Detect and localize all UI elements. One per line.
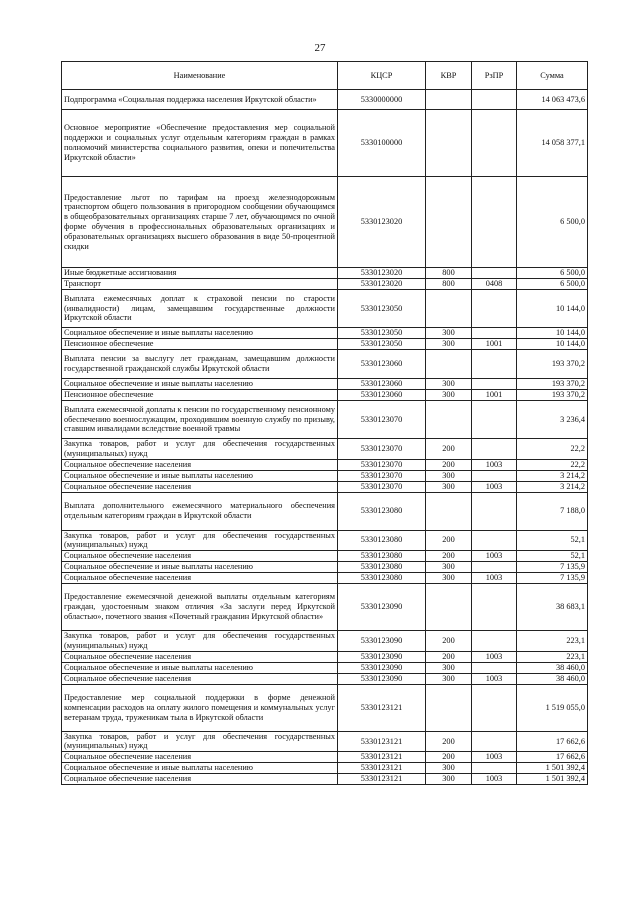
table-row [62,328,588,339]
cell-sum: 3 214,2 [517,470,588,481]
cell-sum: 17 662,6 [517,752,588,763]
cell-name: Иные бюджетные ассигнования [62,268,338,279]
table-row [62,752,588,763]
table-row [62,584,588,631]
cell-name: Выплата дополнительного ежемесячного материального обеспечения отдельным категориям граждан в Иркутской области [62,492,338,530]
cell-name: Социальное обеспечение и иные выплаты населению [62,763,338,774]
cell-kvr [426,350,472,379]
cell-sum: 223,1 [517,631,588,652]
cell-rzpr: 1003 [472,774,517,785]
cell-kvr: 200 [426,651,472,662]
table-row [62,350,588,379]
cell-kcsr: 5330123070 [338,481,426,492]
cell-rzpr: 1003 [472,651,517,662]
cell-kvr: 300 [426,673,472,684]
cell-kcsr: 5330123060 [338,350,426,379]
cell-kcsr: 5330123121 [338,774,426,785]
cell-kvr: 300 [426,763,472,774]
cell-kvr [426,401,472,439]
cell-sum: 7 135,9 [517,573,588,584]
cell-rzpr: 0408 [472,279,517,290]
cell-sum: 7 135,9 [517,562,588,573]
header-name: Наименование [62,62,338,90]
cell-sum: 1 519 055,0 [517,684,588,731]
table-row [62,470,588,481]
cell-rzpr [472,530,517,551]
cell-name: Предоставление мер социальной поддержки в форме денежной компенсации расходов на оплату жилого помещения и коммунальных услуг ветеранам труда, труженикам тыла в Иркутской области [62,684,338,731]
cell-kcsr: 5330123090 [338,662,426,673]
cell-sum: 10 144,0 [517,290,588,328]
cell-name: Социальное обеспечение и иные выплаты населению [62,379,338,390]
cell-kcsr: 5330123121 [338,731,426,752]
table-row [62,530,588,551]
cell-sum: 14 063 473,6 [517,90,588,110]
cell-kcsr: 5330123121 [338,763,426,774]
cell-sum: 52,1 [517,530,588,551]
cell-name: Социальное обеспечение и иные выплаты населению [62,328,338,339]
table-row [62,562,588,573]
cell-sum: 193 370,2 [517,390,588,401]
header-rzpr: РзПР [472,62,517,90]
cell-kcsr: 5330123050 [338,339,426,350]
cell-rzpr [472,662,517,673]
table-row [62,763,588,774]
cell-sum: 7 188,0 [517,492,588,530]
cell-kcsr: 5330123080 [338,551,426,562]
cell-kvr: 300 [426,379,472,390]
cell-kvr: 300 [426,573,472,584]
cell-sum: 52,1 [517,551,588,562]
cell-name: Предоставление ежемесячной денежной выплаты отдельным категориям граждан, удостоенным знаком отличия «За заслуги перед Иркутской областью», почетного звания «Почетный гражданин Иркутской области» [62,584,338,631]
cell-sum: 193 370,2 [517,379,588,390]
cell-kvr: 200 [426,731,472,752]
table-row [62,290,588,328]
budget-table [61,61,588,785]
cell-rzpr [472,110,517,177]
table-header-row [62,62,588,90]
cell-sum: 6 500,0 [517,177,588,268]
cell-rzpr [472,177,517,268]
cell-sum: 1 501 392,4 [517,774,588,785]
cell-kvr: 800 [426,279,472,290]
table-row [62,379,588,390]
table-row [62,177,588,268]
cell-rzpr: 1003 [472,673,517,684]
cell-rzpr [472,631,517,652]
cell-kcsr: 5330123090 [338,631,426,652]
header-kvr: КВР [426,62,472,90]
cell-kcsr: 5330123080 [338,530,426,551]
cell-kcsr: 5330123070 [338,470,426,481]
cell-kcsr: 5330123090 [338,584,426,631]
cell-rzpr [472,90,517,110]
cell-name: Выплата ежемесячных доплат к страховой пенсии по старости (инвалидности) лицам, замещавшим государственные должности Иркутской области [62,290,338,328]
cell-name: Предоставление льгот по тарифам на проезд железнодорожным транспортом общего пользования в пригородном сообщении обучающимся в общеобразовательных организациях старше 7 лет, обучающимся по очной форме обучения в профессиональных образовательных организациях и образовательных организациях высшего образования в виде 50-процентной скидки [62,177,338,268]
cell-name: Закупка товаров, работ и услуг для обеспечения государственных (муниципальных) нужд [62,731,338,752]
table-row [62,90,588,110]
cell-rzpr [472,401,517,439]
header-kcsr: КЦСР [338,62,426,90]
cell-kcsr: 5330123121 [338,752,426,763]
cell-kvr: 300 [426,390,472,401]
cell-kvr: 300 [426,662,472,673]
cell-sum: 3 236,4 [517,401,588,439]
cell-rzpr: 1003 [472,459,517,470]
table-row [62,651,588,662]
cell-sum: 10 144,0 [517,339,588,350]
table-row [62,339,588,350]
cell-rzpr: 1003 [472,481,517,492]
cell-name: Социальное обеспечение населения [62,459,338,470]
cell-kvr [426,110,472,177]
cell-kvr: 200 [426,631,472,652]
cell-name: Социальное обеспечение и иные выплаты населению [62,562,338,573]
table-row [62,279,588,290]
cell-sum: 22,2 [517,439,588,460]
cell-kcsr: 5330123060 [338,390,426,401]
cell-kcsr: 5330123020 [338,279,426,290]
cell-name: Закупка товаров, работ и услуг для обеспечения государственных (муниципальных) нужд [62,631,338,652]
cell-kvr: 200 [426,752,472,763]
table-row [62,401,588,439]
cell-kvr: 300 [426,774,472,785]
cell-kvr: 200 [426,439,472,460]
cell-rzpr: 1001 [472,390,517,401]
table-row [62,551,588,562]
table-row [62,459,588,470]
cell-kvr: 300 [426,328,472,339]
cell-kvr: 300 [426,470,472,481]
table-row [62,481,588,492]
table-row [62,774,588,785]
cell-kcsr: 5330123050 [338,290,426,328]
cell-rzpr [472,268,517,279]
cell-rzpr [472,684,517,731]
cell-kvr [426,90,472,110]
cell-kvr: 200 [426,530,472,551]
cell-kvr [426,684,472,731]
cell-name: Основное мероприятие «Обеспечение предоставления мер социальной поддержки и социальных услуг отдельным категориям граждан в рамках полномочий министерства социального развития, опеки и попечительства Иркутской области» [62,110,338,177]
cell-name: Социальное обеспечение населения [62,481,338,492]
cell-kvr: 200 [426,459,472,470]
cell-sum: 6 500,0 [517,268,588,279]
table-body [62,90,588,785]
cell-sum: 6 500,0 [517,279,588,290]
cell-name: Закупка товаров, работ и услуг для обеспечения государственных (муниципальных) нужд [62,530,338,551]
cell-kvr [426,290,472,328]
cell-name: Выплата пенсии за выслугу лет гражданам, замещавшим должности государственной гражданской службы Иркутской области [62,350,338,379]
header-sum: Сумма [517,62,588,90]
cell-kvr: 800 [426,268,472,279]
cell-kvr: 300 [426,339,472,350]
cell-name: Социальное обеспечение населения [62,573,338,584]
table-row [62,439,588,460]
cell-rzpr [472,492,517,530]
cell-name: Пенсионное обеспечение [62,339,338,350]
cell-sum: 38 683,1 [517,584,588,631]
cell-kvr [426,177,472,268]
cell-rzpr [472,584,517,631]
cell-sum: 10 144,0 [517,328,588,339]
cell-kcsr: 5330000000 [338,90,426,110]
cell-rzpr [472,379,517,390]
table-row [62,268,588,279]
cell-kcsr: 5330123080 [338,573,426,584]
cell-rzpr [472,470,517,481]
cell-sum: 22,2 [517,459,588,470]
cell-name: Подпрограмма «Социальная поддержка населения Иркутской области» [62,90,338,110]
cell-kcsr: 5330123050 [338,328,426,339]
cell-name: Социальное обеспечение населения [62,774,338,785]
cell-name: Социальное обеспечение населения [62,551,338,562]
cell-sum: 1 501 392,4 [517,763,588,774]
cell-kcsr: 5330123090 [338,651,426,662]
cell-name: Социальное обеспечение населения [62,673,338,684]
cell-kcsr: 5330100000 [338,110,426,177]
table-row [62,492,588,530]
cell-kcsr: 5330123090 [338,673,426,684]
cell-kvr [426,584,472,631]
cell-kvr [426,492,472,530]
table-row [62,673,588,684]
cell-name: Транспорт [62,279,338,290]
cell-kcsr: 5330123080 [338,492,426,530]
table-row [62,631,588,652]
cell-rzpr [472,731,517,752]
cell-rzpr: 1003 [472,752,517,763]
cell-sum: 193 370,2 [517,350,588,379]
table-row [62,573,588,584]
cell-rzpr [472,290,517,328]
table-row [62,731,588,752]
cell-kcsr: 5330123070 [338,401,426,439]
cell-kvr: 300 [426,481,472,492]
cell-name: Социальное обеспечение населения [62,752,338,763]
cell-sum: 17 662,6 [517,731,588,752]
cell-rzpr [472,439,517,460]
cell-kcsr: 5330123020 [338,268,426,279]
cell-kcsr: 5330123070 [338,439,426,460]
cell-sum: 38 460,0 [517,673,588,684]
cell-rzpr [472,562,517,573]
cell-rzpr [472,763,517,774]
cell-kcsr: 5330123020 [338,177,426,268]
cell-kcsr: 5330123121 [338,684,426,731]
cell-name: Пенсионное обеспечение [62,390,338,401]
cell-rzpr: 1003 [472,551,517,562]
cell-sum: 14 058 377,1 [517,110,588,177]
cell-sum: 223,1 [517,651,588,662]
cell-kcsr: 5330123070 [338,459,426,470]
cell-name: Социальное обеспечение и иные выплаты населению [62,662,338,673]
cell-kcsr: 5330123080 [338,562,426,573]
table-row [62,110,588,177]
cell-kcsr: 5330123060 [338,379,426,390]
cell-rzpr [472,350,517,379]
cell-sum: 3 214,2 [517,481,588,492]
cell-name: Социальное обеспечение населения [62,651,338,662]
cell-rzpr: 1003 [472,573,517,584]
cell-kvr: 200 [426,551,472,562]
cell-name: Выплата ежемесячной доплаты к пенсии по государственному пенсионному обеспечению военнослужащим, проходившим военную службу по призыву, ставшим инвалидами вследствие военной травмы [62,401,338,439]
cell-rzpr [472,328,517,339]
page-number: 27 [314,42,326,54]
cell-name: Закупка товаров, работ и услуг для обеспечения государственных (муниципальных) нужд [62,439,338,460]
cell-rzpr: 1001 [472,339,517,350]
cell-kvr: 300 [426,562,472,573]
table-row [62,684,588,731]
table-row [62,662,588,673]
cell-name: Социальное обеспечение и иные выплаты населению [62,470,338,481]
table-row [62,390,588,401]
cell-sum: 38 460,0 [517,662,588,673]
